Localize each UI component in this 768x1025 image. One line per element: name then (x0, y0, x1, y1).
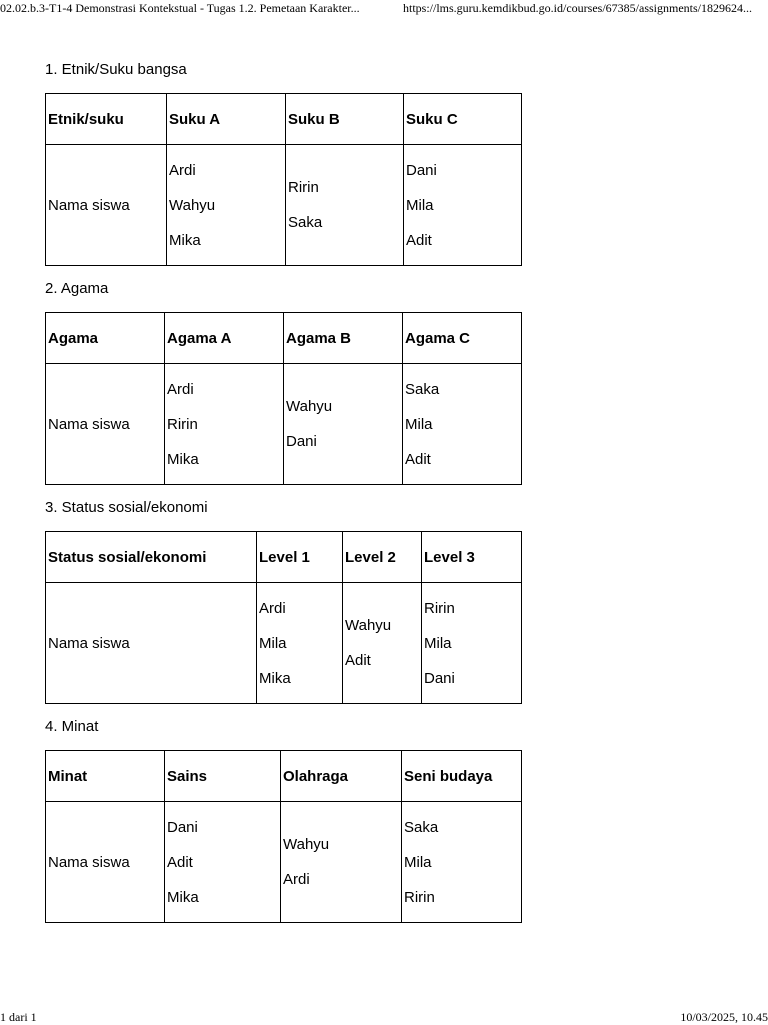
student-name: Ririn (288, 179, 319, 196)
column-header: Minat (46, 751, 165, 802)
student-name: Saka (404, 818, 439, 836)
print-footer (0, 1009, 768, 1025)
table-etnik (45, 93, 522, 266)
table-status-sosial (45, 531, 522, 704)
student-name: Ardi (167, 380, 194, 398)
section-heading-status: 3. Status sosial/ekonomi (45, 499, 208, 516)
table-row (46, 583, 522, 704)
column-header: Suku C (404, 94, 522, 145)
column-header: Level 1 (257, 532, 343, 583)
print-header (0, 0, 768, 16)
student-name: Dani (286, 433, 317, 450)
column-header: Olahraga (281, 751, 402, 802)
student-list-cell (286, 145, 404, 266)
table-minat (45, 750, 522, 923)
print-timestamp: 10/03/2025, 10.45 (680, 1010, 768, 1024)
column-header: Seni budaya (402, 751, 522, 802)
table-row (46, 364, 522, 485)
row-label: Nama siswa (46, 583, 257, 704)
student-name: Ardi (259, 599, 286, 617)
table-header-row (46, 94, 522, 145)
student-name: Ardi (169, 161, 196, 179)
student-name: Mila (259, 634, 287, 652)
column-header: Status sosial/ekonomi (46, 532, 257, 583)
student-name: Ririn (404, 888, 435, 906)
page-number: 1 dari 1 (0, 1010, 37, 1024)
column-header: Agama B (284, 313, 403, 364)
student-name: Wahyu (286, 398, 333, 415)
student-name: Dani (424, 669, 455, 687)
row-label: Nama siswa (46, 145, 167, 266)
student-name: Ardi (283, 871, 310, 888)
student-name: Wahyu (169, 196, 216, 214)
table-row (46, 145, 522, 266)
table-header-row (46, 751, 522, 802)
student-list-cell (404, 145, 522, 266)
column-header: Etnik/suku (46, 94, 167, 145)
table-row (46, 802, 522, 923)
student-list-cell (403, 364, 522, 485)
student-name: Adit (167, 853, 193, 871)
student-name: Saka (288, 214, 323, 231)
student-list-cell (165, 364, 284, 485)
student-name: Dani (167, 818, 198, 836)
student-list-cell (343, 583, 422, 704)
student-name: Wahyu (345, 617, 392, 634)
student-name: Dani (406, 161, 437, 179)
row-label: Nama siswa (46, 364, 165, 485)
student-list-cell (284, 364, 403, 485)
section-heading-etnik: 1. Etnik/Suku bangsa (45, 61, 187, 78)
row-label: Nama siswa (46, 802, 165, 923)
column-header: Suku B (286, 94, 404, 145)
column-header: Suku A (167, 94, 286, 145)
student-name: Mila (404, 853, 432, 871)
student-name: Adit (406, 231, 432, 249)
student-name: Mika (169, 231, 201, 249)
student-name: Ririn (424, 599, 455, 617)
student-name: Adit (405, 450, 431, 468)
student-name: Ririn (167, 415, 198, 433)
student-list-cell (257, 583, 343, 704)
student-name: Mika (259, 669, 291, 687)
column-header: Sains (165, 751, 281, 802)
table-header-row (46, 532, 522, 583)
student-name: Mila (405, 415, 433, 433)
student-name: Mika (167, 450, 199, 468)
student-name: Saka (405, 380, 440, 398)
student-list-cell (402, 802, 522, 923)
section-heading-agama: 2. Agama (45, 280, 109, 297)
student-list-cell (281, 802, 402, 923)
student-name: Adit (345, 652, 371, 669)
document-title: 02.02.b.3-T1-4 Demonstrasi Kontekstual - Tugas 1.2. Pemetaan Karakter... (0, 1, 360, 15)
column-header: Level 3 (422, 532, 522, 583)
column-header: Agama (46, 313, 165, 364)
table-header-row (46, 313, 522, 364)
student-name: Mika (167, 888, 199, 906)
column-header: Agama A (165, 313, 284, 364)
table-agama (45, 312, 522, 485)
column-header: Agama C (403, 313, 522, 364)
student-name: Wahyu (283, 836, 330, 853)
document-url: https://lms.guru.kemdikbud.go.id/courses/67385/assignments/1829624... (403, 1, 752, 15)
student-name: Mila (406, 196, 434, 214)
student-list-cell (165, 802, 281, 923)
student-list-cell (422, 583, 522, 704)
student-name: Mila (424, 634, 452, 652)
section-heading-minat: 4. Minat (45, 718, 99, 735)
column-header: Level 2 (343, 532, 422, 583)
student-list-cell (167, 145, 286, 266)
